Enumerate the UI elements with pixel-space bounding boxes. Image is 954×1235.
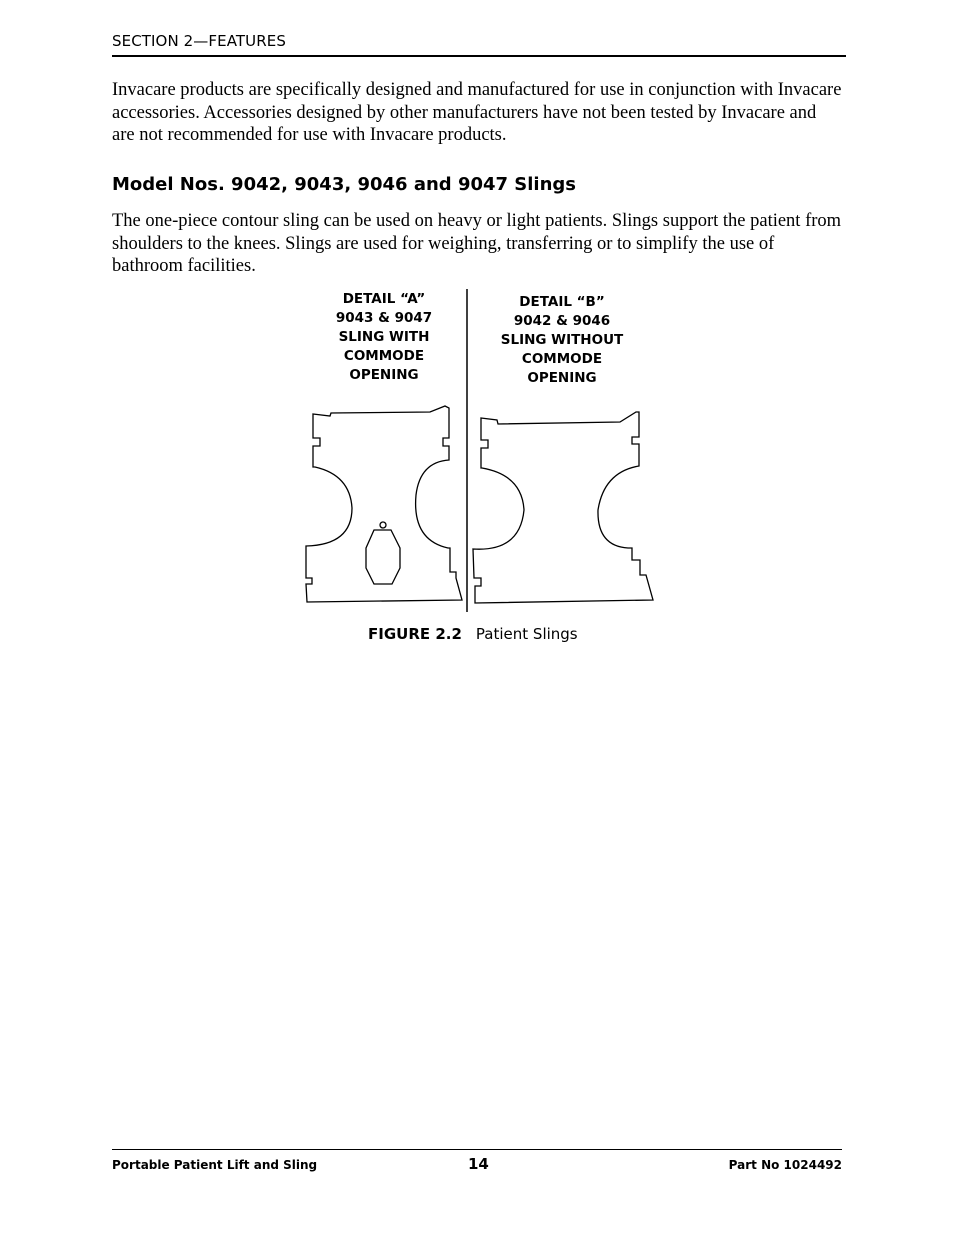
detail-a-models: 9043 & 9047 — [335, 310, 433, 326]
patient-slings-figure — [300, 288, 660, 618]
footer-title: Portable Patient Lift and Sling — [112, 1158, 318, 1172]
figure-caption — [368, 625, 578, 643]
figure-caption-text: Patient Slings — [475, 625, 578, 643]
sling-a-outline — [306, 406, 462, 602]
detail-b-line5: OPENING — [527, 370, 597, 386]
header-divider — [112, 55, 846, 57]
detail-b-title: DETAIL “B” — [519, 294, 605, 310]
detail-a-title: DETAIL “A” — [342, 291, 426, 307]
detail-b-line4: COMMODE — [521, 351, 603, 367]
detail-a-line4: COMMODE — [343, 348, 425, 364]
sling-a-neck-hole — [380, 522, 386, 528]
figure-caption-number: FIGURE 2.2 — [368, 625, 462, 643]
detail-a-line5: OPENING — [349, 367, 419, 383]
sling-b-outline — [473, 412, 653, 603]
model-heading: Model Nos. 9042, 9043, 9046 and 9047 Slings — [112, 174, 577, 195]
detail-b-line3: SLING WITHOUT — [500, 332, 624, 348]
footer-divider — [112, 1149, 842, 1150]
detail-b-models: 9042 & 9046 — [513, 313, 611, 329]
description-paragraph: The one-piece contour sling can be used on heavy or light patients. Slings support the patient from shoulders to the knees. Slings are used for weighing, transferring or to simplify the use of bathroom facilities. — [112, 211, 842, 276]
detail-a-line3: SLING WITH — [338, 329, 430, 345]
part-number: Part No 1024492 — [728, 1158, 842, 1172]
intro-paragraph: Invacare products are specifically designed and manufactured for use in conjunction with Invacare accessories. Accessories designed by other manufacturers have not been tested by Invacare and are not recommended for use with Invacare products. — [112, 80, 842, 145]
page-number: 14 — [468, 1155, 489, 1173]
section-header: SECTION 2—FEATURES — [112, 32, 286, 50]
sling-a-commode-opening — [366, 530, 400, 584]
